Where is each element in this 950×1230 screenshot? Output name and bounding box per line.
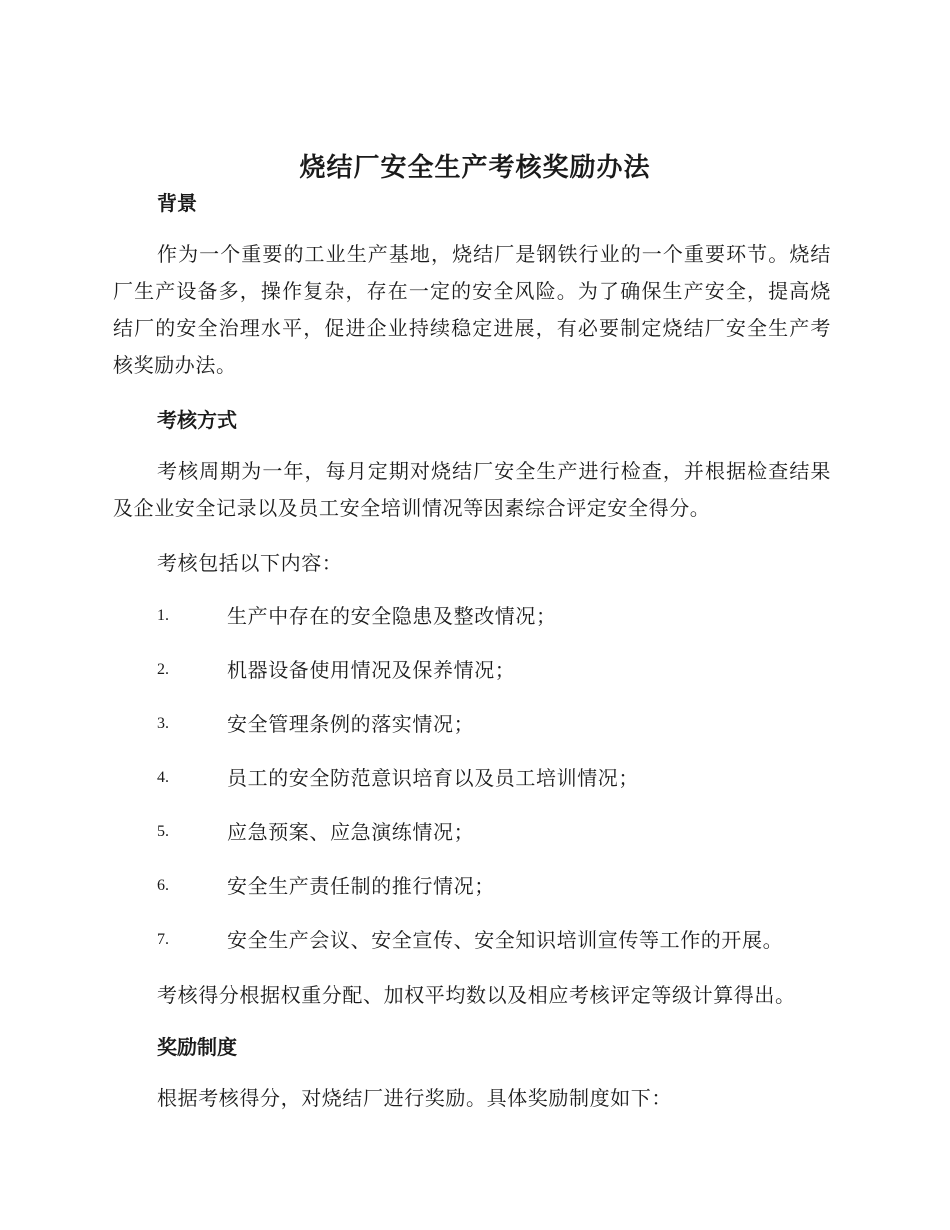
list-item-text: 员工的安全防范意识培育以及员工培训情况； — [227, 766, 639, 790]
list-item-number: 7. — [157, 931, 169, 948]
list-item-number: 4. — [157, 769, 169, 786]
method-conclusion: 考核得分根据权重分配、加权平均数以及相应考核评定等级计算得出。 — [157, 983, 796, 1007]
list-intro: 考核包括以下内容： — [157, 551, 343, 575]
list-item-text: 机器设备使用情况及保养情况； — [227, 658, 516, 682]
list-item-text: 应急预案、应急演练情况； — [227, 820, 475, 844]
list-item-number: 3. — [157, 715, 169, 732]
list-item-text: 生产中存在的安全隐患及整改情况； — [227, 604, 557, 628]
section-heading-reward: 奖励制度 — [157, 1035, 237, 1059]
section-heading-background: 背景 — [157, 191, 197, 215]
background-paragraph: 作为一个重要的工业生产基地，烧结厂是钢铁行业的一个重要环节。烧结厂生产设备多，操作复杂，存在一定的安全风险。为了确保生产安全，提高烧结厂的安全治理水平，促进企业持续稳定进展，有必要制定烧结厂安全生产考核奖励办法。 — [113, 242, 831, 377]
list-item-number: 5. — [157, 823, 169, 840]
list-item-number: 1. — [157, 607, 169, 624]
list-item-text: 安全生产责任制的推行情况； — [227, 874, 495, 898]
list-item-text: 安全管理条例的落实情况； — [227, 712, 475, 736]
method-paragraph: 考核周期为一年，每月定期对烧结厂安全生产进行检查，并根据检查结果及企业安全记录以及员工安全培训情况等因素综合评定安全得分。 — [113, 459, 831, 520]
list-item-number: 6. — [157, 877, 169, 894]
list-item-number: 2. — [157, 661, 169, 678]
list-item-text: 安全生产会议、安全宣传、安全知识培训宣传等工作的开展。 — [227, 928, 784, 952]
document-title: 烧结厂安全生产考核奖励办法 — [299, 153, 651, 183]
reward-paragraph: 根据考核得分，对烧结厂进行奖励。具体奖励制度如下： — [157, 1086, 672, 1110]
section-heading-method: 考核方式 — [157, 408, 237, 432]
